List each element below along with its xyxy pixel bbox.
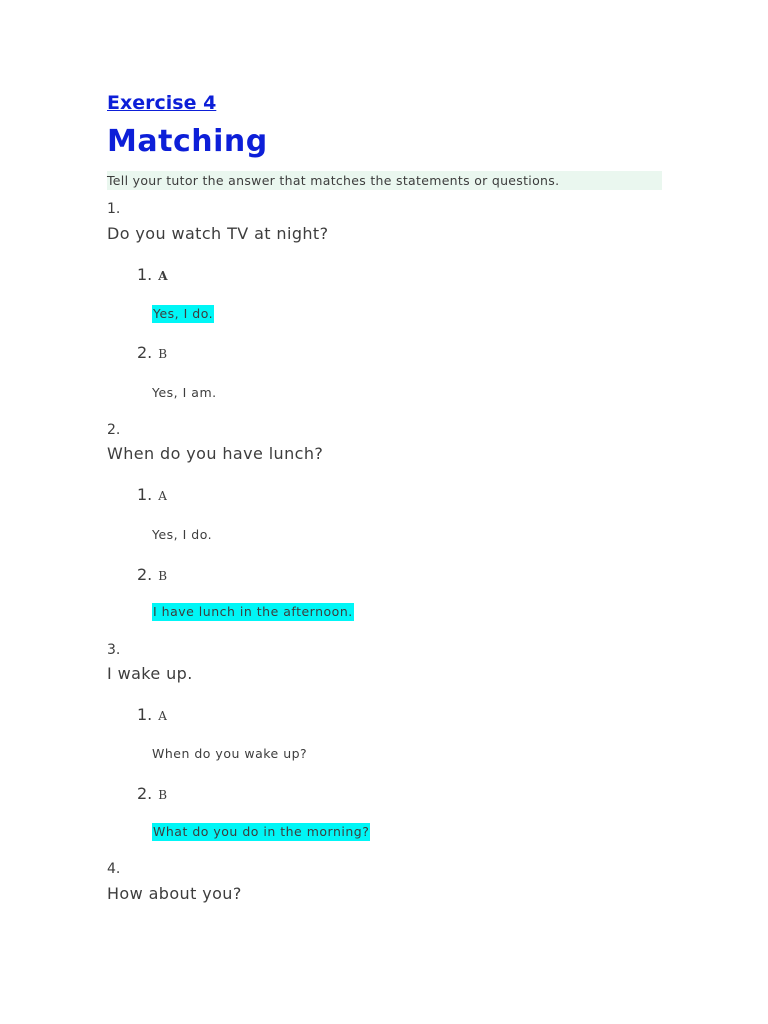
option-text: Yes, I do. — [153, 306, 214, 321]
option-item[interactable] — [137, 784, 167, 803]
option-letter: B — [158, 347, 168, 361]
question-text: When do you have lunch? — [107, 444, 324, 463]
option-number: 1. — [137, 485, 153, 504]
option-text: Yes, I am. — [152, 385, 217, 400]
option-text: What do you do in the morning? — [153, 824, 370, 839]
option-text: I have lunch in the afternoon. — [153, 604, 353, 619]
option-text: Yes, I do. — [152, 527, 213, 542]
option-text: When do you wake up? — [152, 746, 308, 761]
exercise-link[interactable]: Exercise 4 — [107, 92, 217, 114]
option-item[interactable] — [137, 565, 167, 584]
question-number: 3. — [107, 642, 121, 658]
option-number: 2. — [137, 565, 153, 584]
option-item[interactable] — [137, 705, 167, 724]
page-title: Matching — [107, 124, 268, 159]
question-text: How about you? — [107, 884, 242, 903]
option-number: 2. — [137, 784, 153, 803]
option-number: 1. — [137, 265, 153, 284]
question-text: Do you watch TV at night? — [107, 224, 329, 243]
question-text: I wake up. — [107, 664, 193, 683]
option-letter: A — [158, 269, 168, 283]
option-item[interactable] — [137, 343, 167, 362]
option-number: 1. — [137, 705, 153, 724]
instruction-text: Tell your tutor the answer that matches the statements or questions. — [107, 171, 662, 190]
option-item[interactable] — [137, 485, 167, 504]
option-number: 2. — [137, 343, 153, 362]
option-letter: B — [158, 788, 168, 802]
option-letter: A — [158, 489, 167, 503]
option-item[interactable] — [137, 265, 168, 284]
option-letter: B — [158, 569, 168, 583]
question-number: 2. — [107, 422, 121, 438]
question-number: 1. — [107, 201, 121, 217]
question-number: 4. — [107, 861, 121, 877]
option-letter: A — [158, 709, 167, 723]
